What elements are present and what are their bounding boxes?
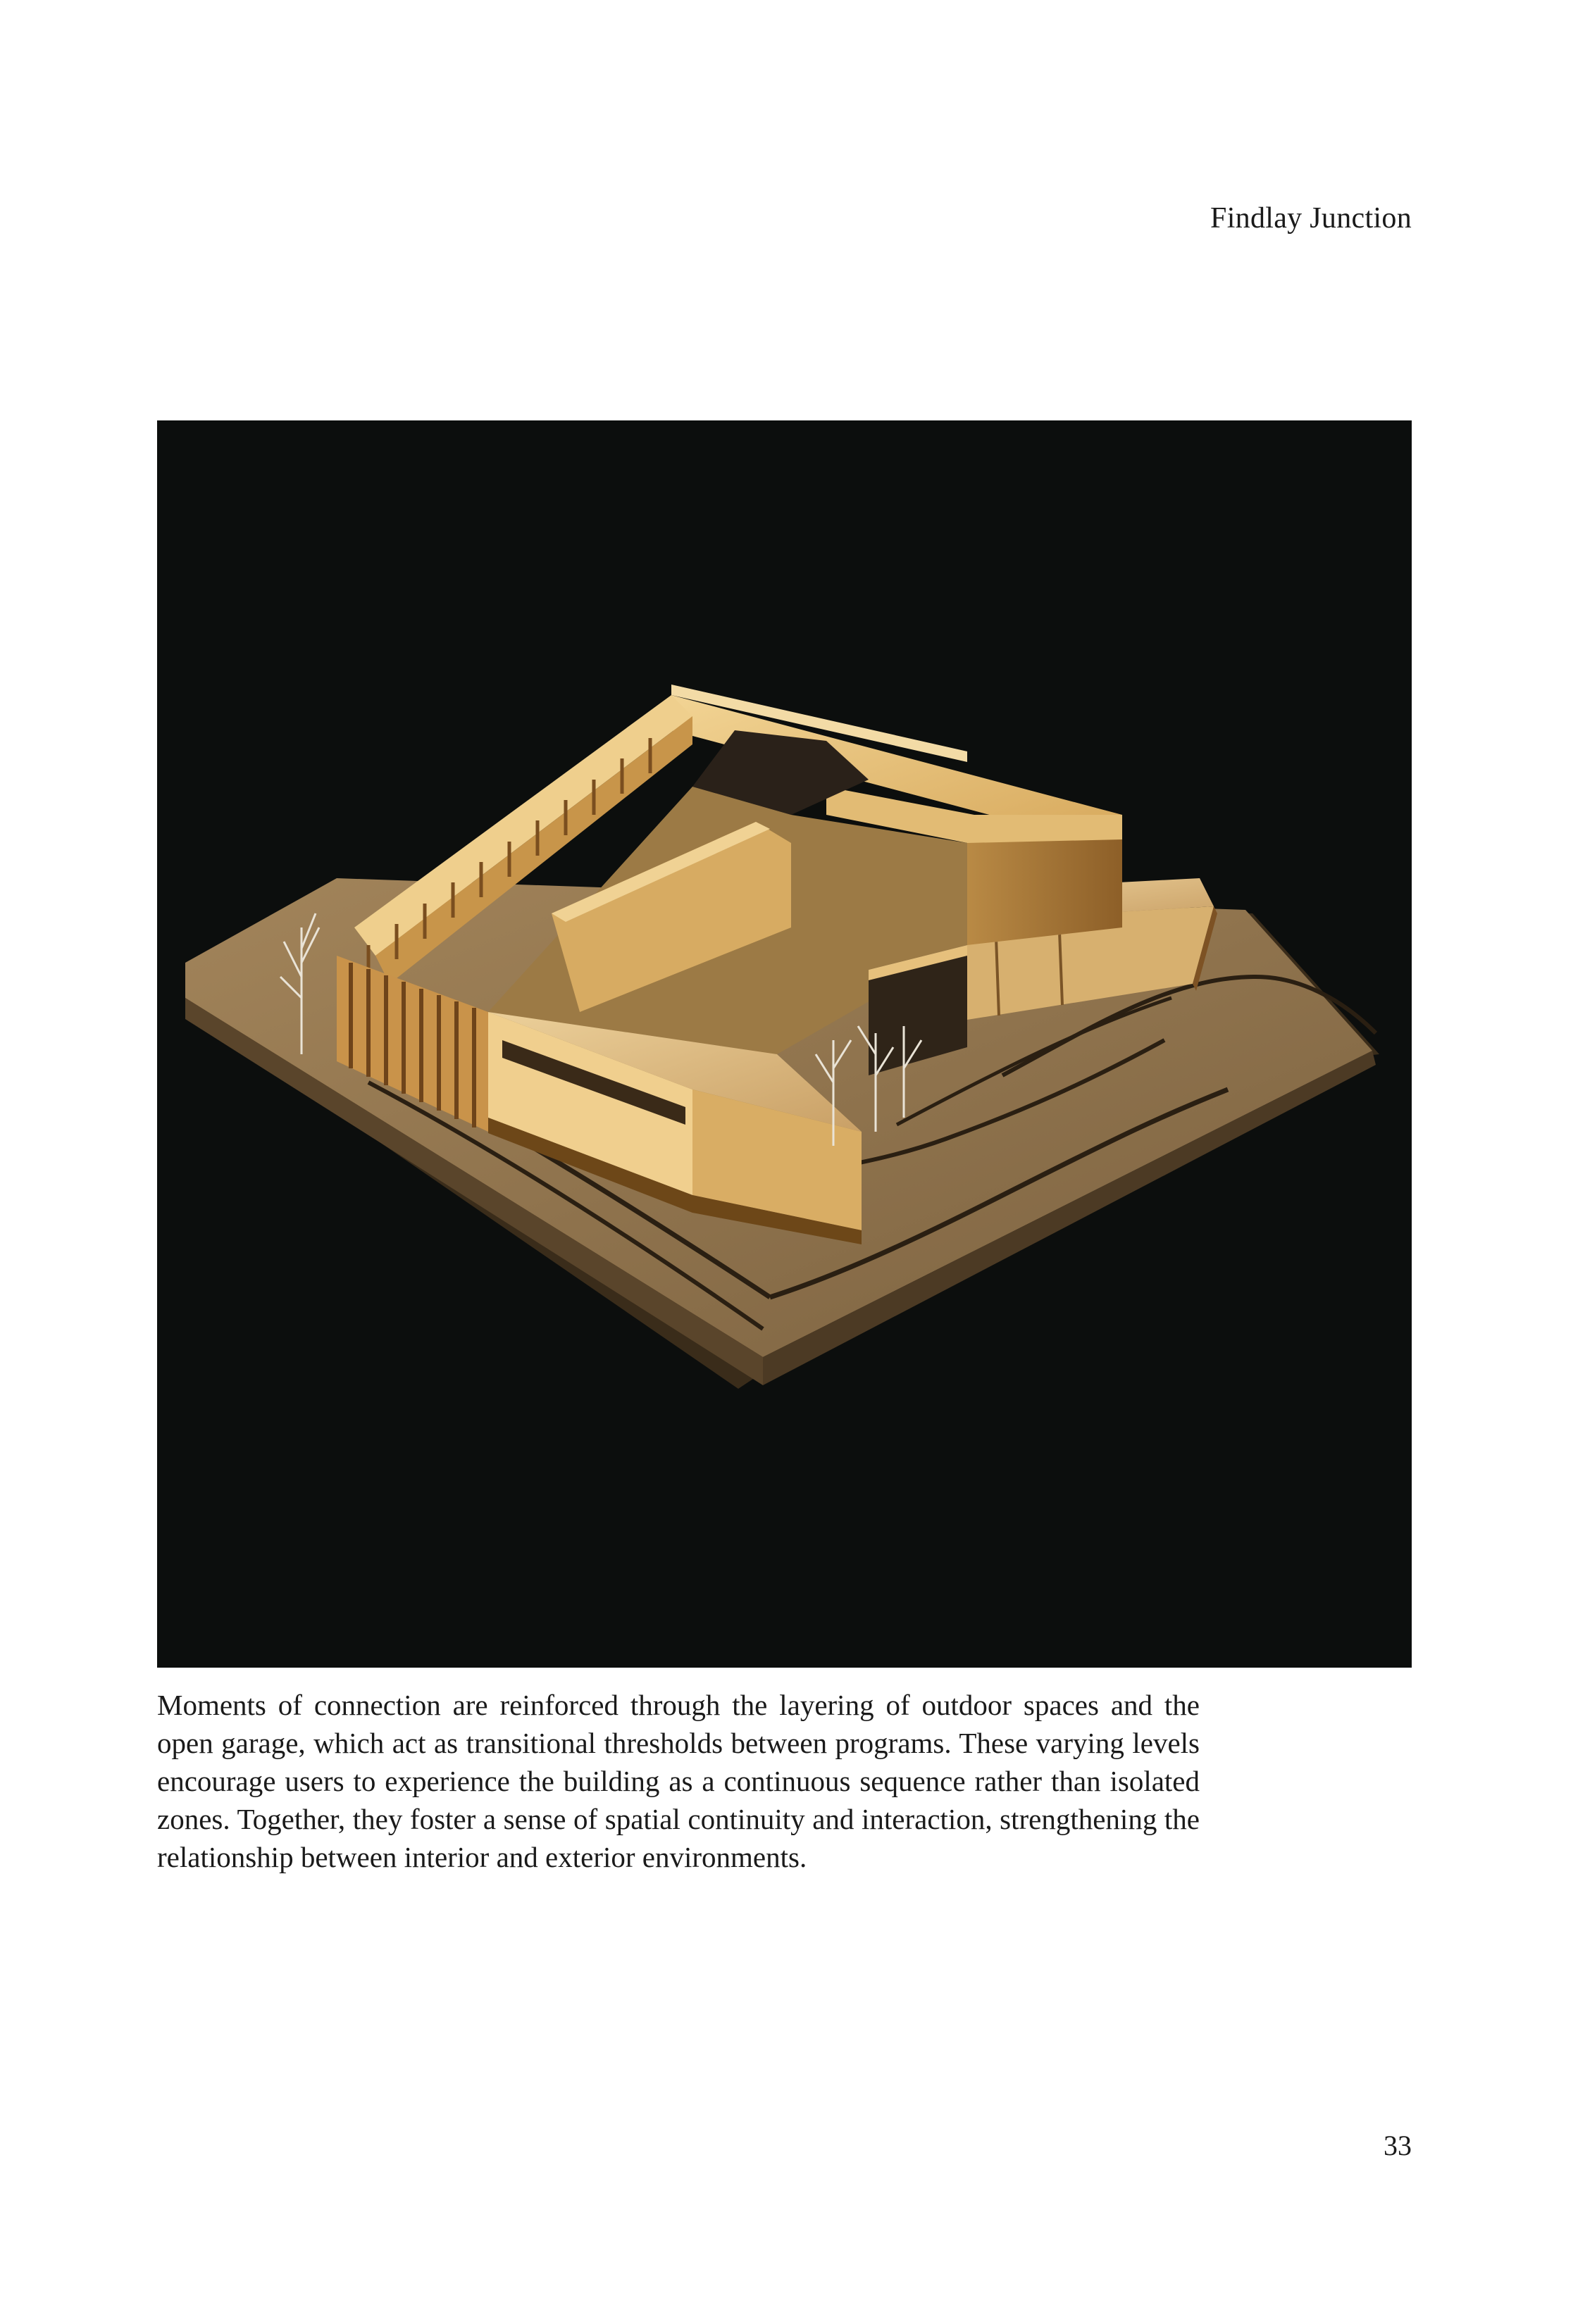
model-photograph: [157, 420, 1412, 1668]
running-header-title: Findlay Junction: [1210, 202, 1412, 235]
page-number: 33: [1384, 2130, 1412, 2161]
architectural-model-illustration: [157, 420, 1412, 1668]
figure-caption: Moments of connection are reinforced through the layering of outdoor spaces and the open garage, which act as transitional thresholds between programs. These varying levels encourage users to experience the building as a continuous sequence rather than isolated zones. Together, they foster a sense of spatial continuity and interaction, strengthening the relationship between interior and exterior environments.: [157, 1689, 1200, 1873]
